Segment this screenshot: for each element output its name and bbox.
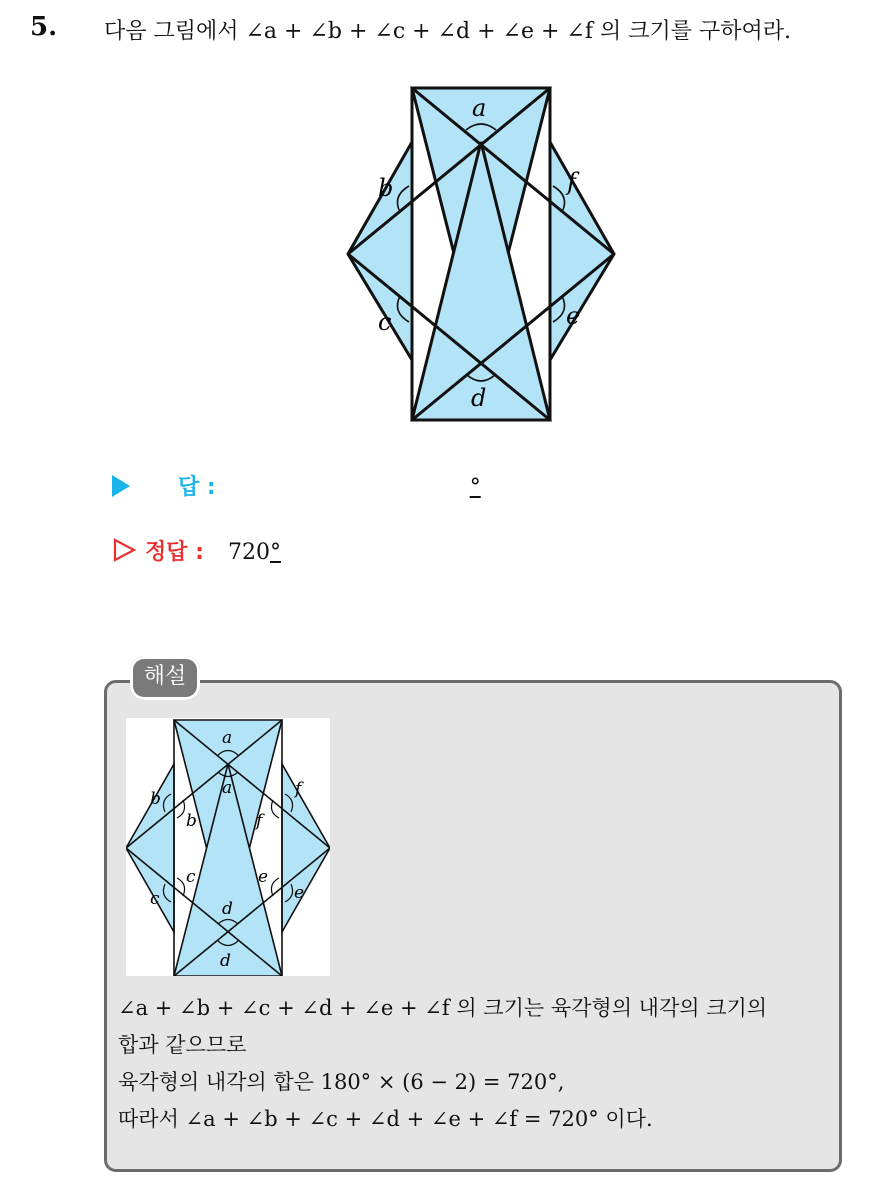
expl-inner-c: c (186, 867, 196, 887)
expl-outer-b: b (150, 789, 161, 809)
expl-outer-c: c (150, 889, 160, 909)
explanation-tag: 해설 (130, 656, 200, 700)
expl-inner-f: f (256, 811, 263, 831)
explanation-line-3: 육각형의 내각의 합은 180° × (6 − 2) = 720°, (118, 1070, 565, 1094)
star-right-point (550, 142, 614, 360)
explanation-figure (126, 718, 330, 976)
correct-answer-label: 정답 : (145, 540, 204, 565)
answer-row (112, 470, 481, 501)
answer-marker-icon (112, 475, 130, 497)
answer-label: 답 : (178, 475, 216, 500)
question-number: 5. (30, 12, 58, 42)
angle-label-d: d (471, 384, 487, 412)
correct-answer-value: 720 (227, 540, 270, 565)
question-text: 다음 그림에서 ∠a + ∠b + ∠c + ∠d + ∠e + ∠f 의 크기를 구하여라. (104, 19, 791, 44)
star-figure (330, 80, 630, 430)
expl-outer-a: a (222, 728, 233, 748)
angle-label-c: c (378, 308, 392, 336)
expl-outer-e: e (294, 883, 305, 903)
expl-inner-a: a (222, 778, 233, 798)
expl-outer-f: f (295, 779, 302, 799)
expl-inner-d: d (222, 899, 233, 919)
expl-outer-d: d (220, 951, 231, 971)
angle-label-a: a (472, 94, 487, 122)
angle-label-f: f (567, 168, 576, 196)
explanation-line-2: 합과 같으므로 (118, 1033, 247, 1057)
correct-marker-icon (112, 537, 138, 563)
angle-label-b: b (378, 174, 394, 202)
explanation-text (118, 990, 767, 1138)
explanation-line-4: 따라서 ∠a + ∠b + ∠c + ∠d + ∠e + ∠f = 720° 이다. (118, 1107, 653, 1131)
explanation-line-1: ∠a + ∠b + ∠c + ∠d + ∠e + ∠f 의 크기는 육각형의 내각의 크기의 (118, 996, 768, 1020)
correct-answer-unit: ° (269, 540, 281, 565)
expl-inner-b: b (186, 811, 197, 831)
expl-right-point (282, 764, 330, 932)
correct-answer-row (112, 535, 281, 566)
expl-inner-e: e (258, 867, 269, 887)
answer-unit: ° (469, 475, 481, 500)
angle-label-e: e (566, 302, 581, 330)
